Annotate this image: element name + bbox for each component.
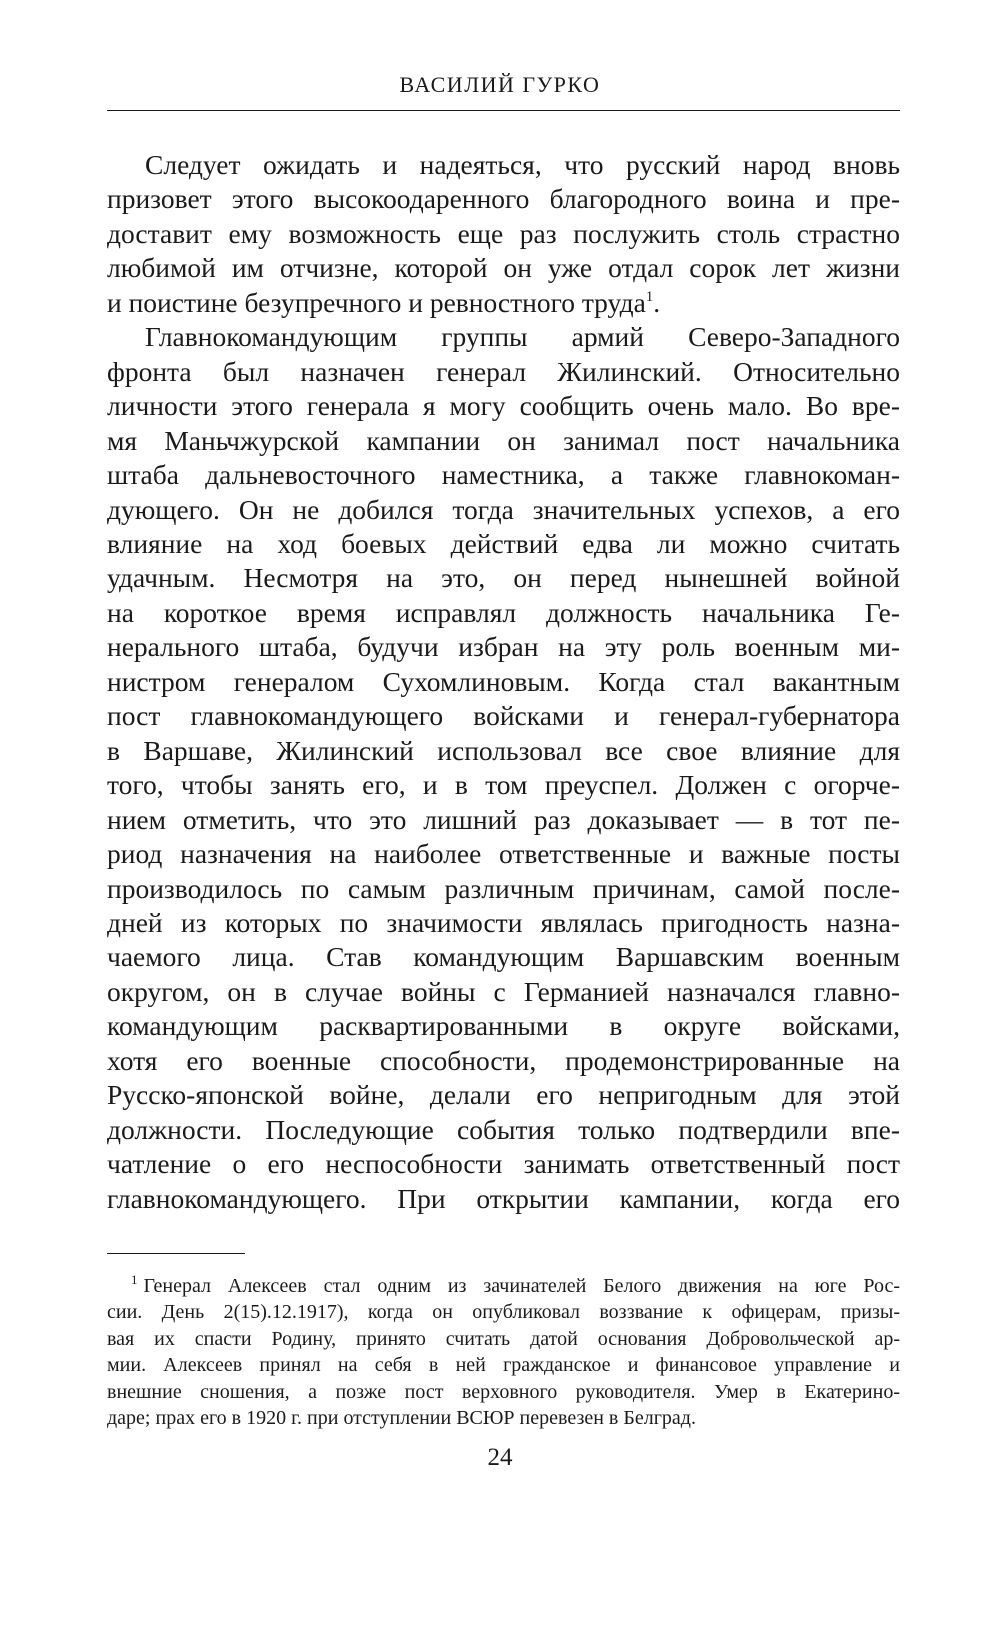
header-rule bbox=[107, 110, 900, 111]
main-text bbox=[107, 148, 900, 1216]
footnote-reference[interactable]: 1 bbox=[645, 288, 654, 305]
running-head: ВАСИЛИЙ ГУРКО bbox=[399, 72, 601, 97]
text-line: в Варшаве, Жилинский использовал все свое влияние для bbox=[107, 734, 900, 766]
text-line: личности этого генерала я могу сообщить очень мало. Во вре- bbox=[107, 390, 900, 422]
footnote-number: 1 bbox=[131, 1272, 138, 1287]
text-line: на короткое время исправлял должность начальника Ге- bbox=[107, 596, 900, 628]
text-line: фронта был назначен генерал Жилинский. Относительно bbox=[107, 355, 900, 387]
text-line: штаба дальневосточного наместника, а также главнокоман- bbox=[107, 459, 900, 491]
text-line: округом, он в случае войны с Германией назначался главно- bbox=[107, 975, 900, 1007]
text-line: и поистине безупречного и ревностного труда bbox=[107, 286, 646, 318]
text-line: риод назначения на наиболее ответственные и важные посты bbox=[107, 838, 900, 870]
paragraph-end-line bbox=[107, 286, 900, 320]
text-line: того, чтобы занять его, и в том преуспел. Должен с огорче- bbox=[107, 769, 900, 801]
text-line: должности. Последующие события только подтвердили впе- bbox=[107, 1113, 900, 1145]
text-line: командующим расквартированными в округе войсками, bbox=[107, 1010, 900, 1042]
text-line: хотя его военные способности, продемонстрированные на bbox=[107, 1044, 900, 1076]
text-line: Русско-японской войне, делали его непригодным для этой bbox=[107, 1079, 900, 1111]
text-line: Главнокомандующим группы армий Северо-Западного bbox=[145, 321, 900, 353]
text-line: призовет этого высокоодаренного благородного воина и пре- bbox=[107, 183, 900, 215]
footnote-line: мии. Алексеев принял на себя в ней гражданское и финансовое управление и bbox=[107, 1354, 900, 1377]
footnote-line: даре; прах его в 1920 г. при отступлении ВСЮР перевезен в Белград. bbox=[107, 1407, 696, 1430]
text-line: производилось по самым различным причинам, самой после- bbox=[107, 872, 900, 904]
text-line: влияние на ход боевых действий едва ли можно считать bbox=[107, 527, 900, 559]
text-line: любимой им отчизне, которой он уже отдал сорок лет жизни bbox=[107, 252, 900, 284]
text-line: нистром генералом Сухомлиновым. Когда стал вакантным bbox=[107, 665, 900, 697]
text-line: чаемого лица. Став командующим Варшавским военным bbox=[107, 941, 900, 973]
page-number: 24 bbox=[487, 1444, 513, 1471]
footnote-separator bbox=[107, 1253, 245, 1254]
sentence-end: . bbox=[653, 286, 661, 318]
text-line: нерального штаба, будучи избран на эту роль военным ми- bbox=[107, 631, 900, 663]
footnote-line: вая их спасти Родину, принято считать датой основания Добровольческой ар- bbox=[107, 1327, 900, 1350]
text-line: главнокомандующего. При открытии кампании, когда его bbox=[107, 1182, 900, 1214]
text-line: Следует ожидать и надеяться, что русский народ вновь bbox=[145, 149, 900, 180]
text-line: мя Маньчжурской кампании он занимал пост начальника bbox=[107, 424, 900, 456]
text-line: удачным. Несмотря на это, он перед нынешней войной bbox=[107, 562, 900, 594]
footnote-line bbox=[107, 1273, 900, 1299]
text-line: дующего. Он не добился тогда значительных успехов, а его bbox=[107, 493, 900, 525]
text-line: доставит ему возможность еще раз послужить столь страстно bbox=[107, 217, 900, 249]
text-line: пост главнокомандующего войсками и генерал-губернатора bbox=[107, 700, 900, 732]
footnote bbox=[107, 1273, 900, 1431]
footnote-line: внешние сношения, а позже пост верховного руководителя. Умер в Екатерино- bbox=[107, 1380, 900, 1403]
footnote-text: Генерал Алексеев стал одним из зачинателей Белого движения на юге Рос- bbox=[143, 1275, 900, 1297]
text-line: дней из которых по значимости являлась пригодность назна- bbox=[107, 906, 900, 938]
text-line: чатление о его неспособности занимать ответственный пост bbox=[107, 1148, 900, 1180]
text-line: нием отметить, что это лишний раз доказывает — в тот пе- bbox=[107, 803, 900, 835]
footnote-line: сии. День 2(15).12.1917), когда он опубликовал воззвание к офицерам, призы- bbox=[107, 1301, 900, 1324]
